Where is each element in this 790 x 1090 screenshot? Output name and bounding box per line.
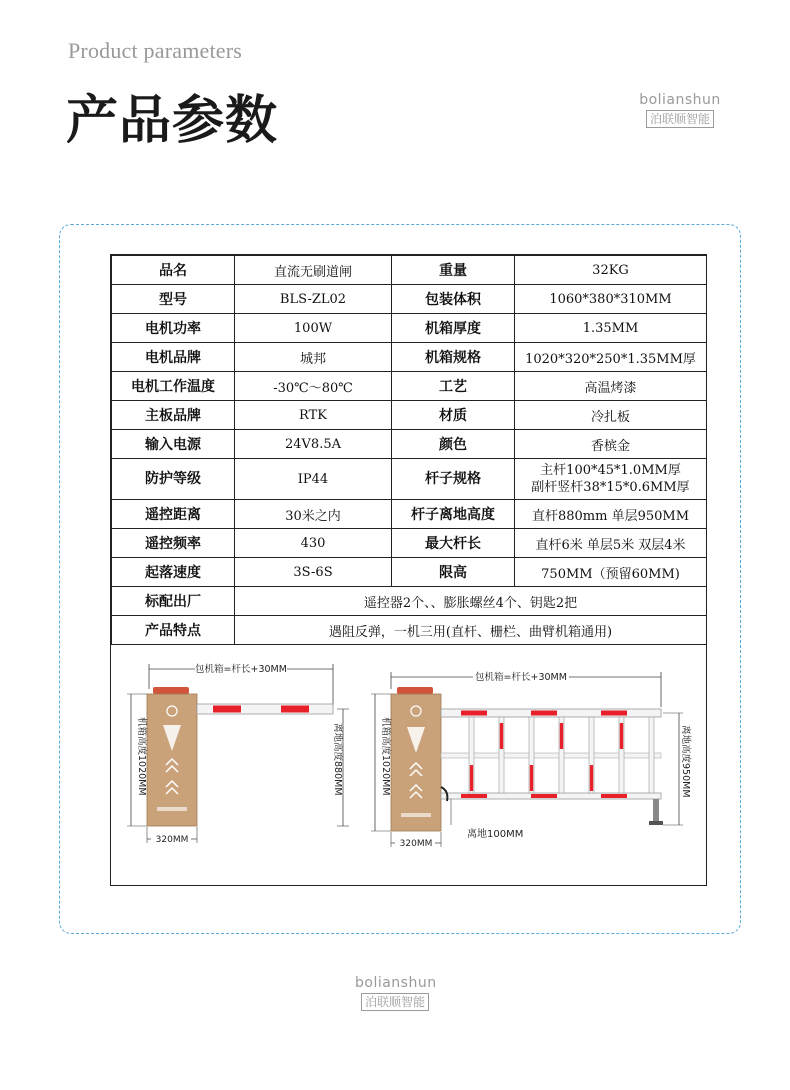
param-key: 型号 — [112, 285, 235, 314]
brand-name-cn: 泊联顺智能 — [361, 993, 429, 1011]
param-key: 电机品牌 — [112, 343, 235, 372]
support-foot — [653, 799, 659, 821]
parameter-sheet — [110, 254, 707, 886]
param-value: 100W — [235, 314, 392, 343]
param-key: 包装体积 — [392, 285, 515, 314]
table-row — [112, 500, 707, 529]
param-value: 直流无刷道闸 — [235, 256, 392, 285]
brand-name-en: bolianshun — [639, 92, 721, 108]
table-row — [112, 372, 707, 401]
param-key: 颜色 — [392, 430, 515, 459]
parameter-table — [111, 255, 707, 645]
cabinet-cap — [153, 687, 189, 694]
table-row — [112, 285, 707, 314]
param-key: 输入电源 — [112, 430, 235, 459]
dimension-diagram — [111, 647, 706, 885]
param-value: 32KG — [515, 256, 707, 285]
table-row — [112, 256, 707, 285]
param-value: 750MM（预留60MM) — [515, 558, 707, 587]
table-row — [112, 314, 707, 343]
param-key: 遥控频率 — [112, 529, 235, 558]
param-key: 最大杆长 — [392, 529, 515, 558]
param-value: 30米之内 — [235, 500, 392, 529]
param-key: 品名 — [112, 256, 235, 285]
param-value: 高温烤漆 — [515, 372, 707, 401]
param-value: 1.35MM — [515, 314, 707, 343]
brand-name-en: bolianshun — [355, 975, 437, 991]
param-value: 直杆6米 单层5米 双层4米 — [515, 529, 707, 558]
param-key: 起落速度 — [112, 558, 235, 587]
param-value: 香槟金 — [515, 430, 707, 459]
param-key: 主板品牌 — [112, 401, 235, 430]
param-value: -30℃～80℃ — [235, 372, 392, 401]
param-value: BLS-ZL02 — [235, 285, 392, 314]
param-key: 产品特点 — [112, 616, 235, 645]
brand-logo-bottom — [355, 975, 435, 1011]
param-key: 机箱厚度 — [392, 314, 515, 343]
right-fence-height: 离地高度950MM — [680, 725, 691, 798]
left-width: 320MM — [155, 835, 189, 845]
table-row — [112, 558, 707, 587]
param-key: 机箱规格 — [392, 343, 515, 372]
param-value: 遥控器2个、、膨胀螺丝4个、钥匙2把 — [235, 587, 707, 616]
ground-gap-label: 离地100MM — [467, 829, 524, 840]
param-key: 限高 — [392, 558, 515, 587]
table-row — [112, 616, 707, 645]
table-row — [112, 459, 707, 500]
param-key: 杆子离地高度 — [392, 500, 515, 529]
param-value: 直杆880mm 单层950MM — [515, 500, 707, 529]
param-value — [515, 459, 707, 500]
param-key: 电机功率 — [112, 314, 235, 343]
param-value: 冷扎板 — [515, 401, 707, 430]
param-value: IP44 — [235, 459, 392, 500]
param-value: 430 — [235, 529, 392, 558]
table-row — [112, 529, 707, 558]
param-value: 24V8.5A — [235, 430, 392, 459]
table-row — [112, 401, 707, 430]
param-key: 重量 — [392, 256, 515, 285]
table-row — [112, 430, 707, 459]
param-value: 1060*380*310MM — [515, 285, 707, 314]
param-value: 遇阻反弹，一机三用(直杆、栅栏、曲臂机箱通用) — [235, 616, 707, 645]
pole-spec-main: 主杆100*45*1.0MM厚 — [540, 463, 681, 478]
left-top-dimension: 包机箱=杆长+30MM — [195, 664, 287, 675]
param-key: 工艺 — [392, 372, 515, 401]
left-cabinet-height: 机箱高度1020MM — [136, 717, 147, 796]
subtitle: Product parameters — [68, 38, 243, 63]
right-top-dimension: 包机箱=杆长+30MM — [475, 672, 567, 683]
table-row — [112, 587, 707, 616]
param-key: 电机工作温度 — [112, 372, 235, 401]
param-value: 3S-6S — [235, 558, 392, 587]
pole-spec-sub: 副杆竖杆38*15*0.6MM厚 — [531, 480, 690, 495]
right-cabinet-height: 机箱高度1020MM — [380, 717, 391, 796]
param-key: 杆子规格 — [392, 459, 515, 500]
straight-barrier-drawing — [127, 661, 349, 845]
barrier-drawings — [111, 647, 706, 885]
param-key: 防护等级 — [112, 459, 235, 500]
right-width: 320MM — [399, 839, 433, 849]
param-key: 标配出厂 — [112, 587, 235, 616]
brand-name-cn: 泊联顺智能 — [646, 110, 714, 128]
param-value: 1020*320*250*1.35MM厚 — [515, 343, 707, 372]
left-arm-height: 离地高度880MM — [332, 723, 343, 796]
cabinet-cap — [397, 687, 433, 694]
param-value: RTK — [235, 401, 392, 430]
page-title: 产品参数 — [66, 91, 279, 151]
param-key: 材质 — [392, 401, 515, 430]
fence-barrier-drawing — [371, 669, 692, 849]
brand-logo-top — [635, 92, 725, 128]
table-row — [112, 343, 707, 372]
param-value: 城邦 — [235, 343, 392, 372]
param-key: 遥控距离 — [112, 500, 235, 529]
